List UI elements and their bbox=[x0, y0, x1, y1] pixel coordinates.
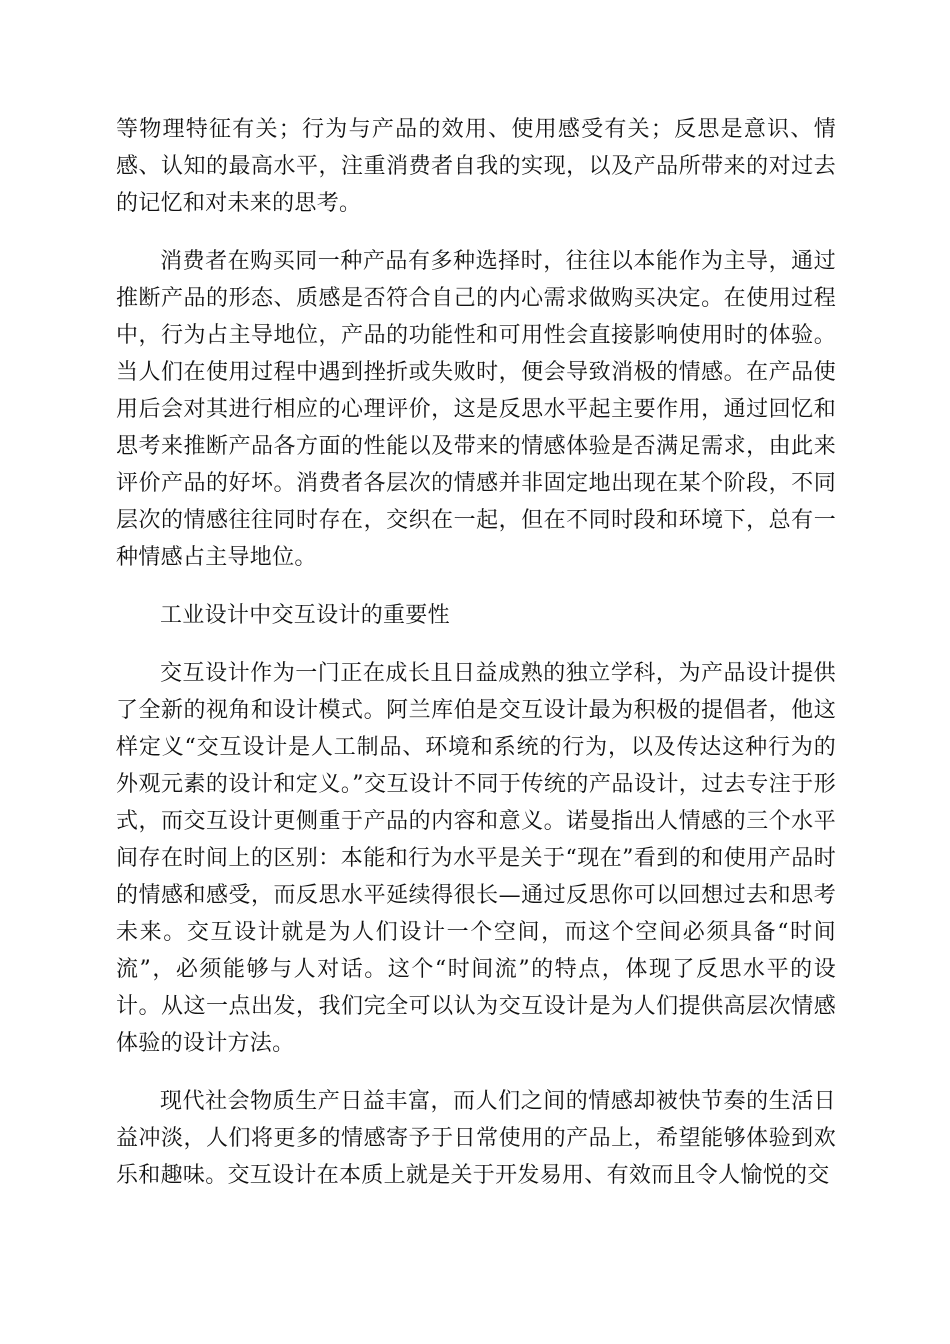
paragraph-modern-society: 现代社会物质生产日益丰富，而人们之间的情感却被快节奏的生活日益冲淡，人们将更多的情感寄予于日常使用的产品上，希望能够体验到欢乐和趣味。交互设计在本质上就是关于开发易用、有效而且令人愉悦的交 bbox=[116, 1089, 836, 1188]
document-page bbox=[116, 111, 836, 1194]
paragraph-consumer-emotion: 消费者在购买同一种产品有多种选择时，往往以本能作为主导，通过推断产品的形态、质感是否符合自己的内心需求做购买决定。在使用过程中，行为占主导地位，产品的功能性和可用性会直接影响使用时的体验。当人们在使用过程中遇到挫折或失败时，便会导致消极的情感。在产品使用后会对其进行相应的心理评价，这是反思水平起主要作用，通过回忆和思考来推断产品各方面的性能以及带来的情感体验是否满足需求，由此来评价产品的好坏。消费者各层次的情感并非固定地出现在某个阶段，不同层次的情感往往同时存在，交织在一起，但在不同时段和环境下，总有一种情感占主导地位。 bbox=[116, 249, 836, 570]
section-heading: 工业设计中交互设计的重要性 bbox=[160, 603, 450, 628]
paragraph-continuation: 等物理特征有关；行为与产品的效用、使用感受有关；反思是意识、情感、认知的最高水平，注重消费者自我的实现，以及产品所带来的对过去的记忆和对未来的思考。 bbox=[116, 117, 836, 216]
paragraph-interaction-design: 交互设计作为一门正在成长且日益成熟的独立学科，为产品设计提供了全新的视角和设计模式。阿兰库伯是交互设计最为积极的提倡者，他这样定义“交互设计是人工制品、环境和系统的行为，以及传达这种行为的外观元素的设计和定义。”交互设计不同于传统的产品设计，过去专注于形式，而交互设计更侧重于产品的内容和意义。诺曼指出人情感的三个水平间存在时间上的区别：本能和行为水平是关于“现在”看到的和使用产品时的情感和感受，而反思水平延续得很长—通过反思你可以回想过去和思考未来。交互设计就是为人们设计一个空间，而这个空间必须具备“时间流”，必须能够与人对话。这个“时间流”的特点，体现了反思水平的设计。从这一点出发，我们完全可以认为交互设计是为人们提供高层次情感体验的设计方法。 bbox=[116, 661, 836, 1056]
